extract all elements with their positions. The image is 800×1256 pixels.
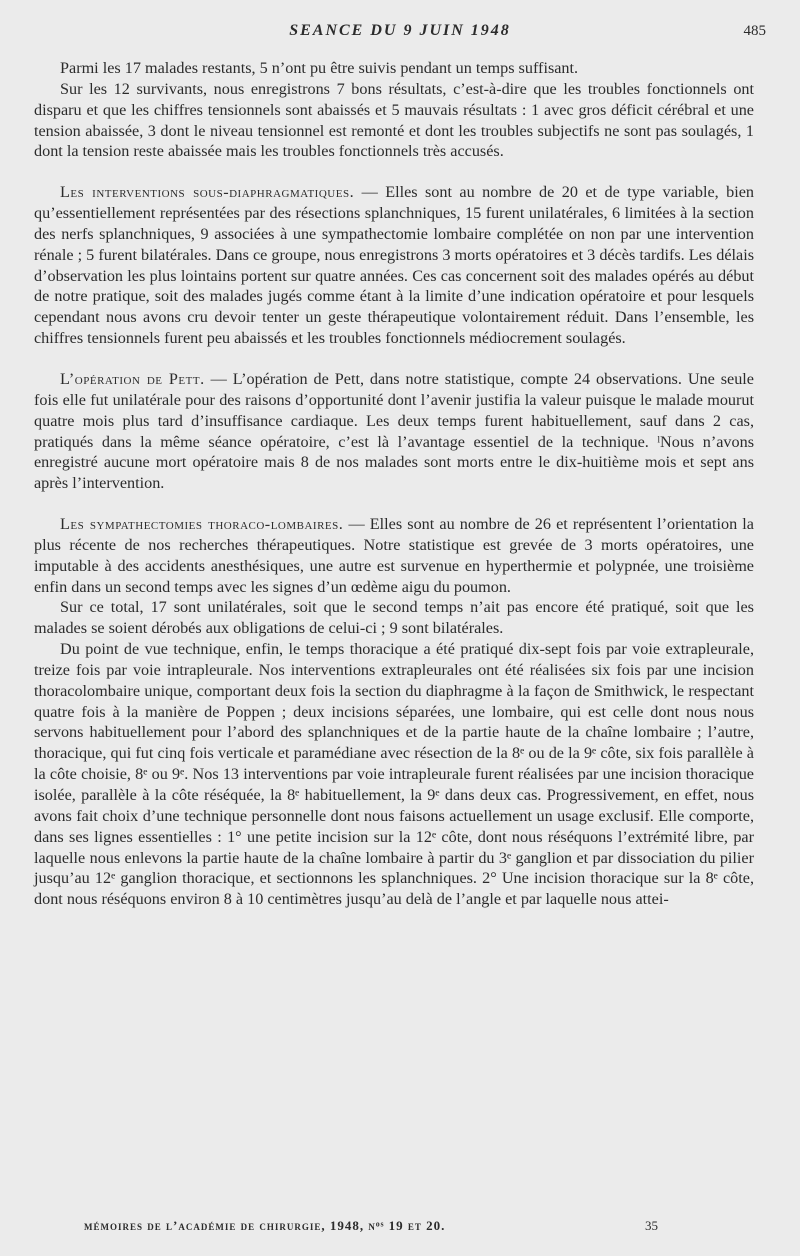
page-number: 485 — [743, 23, 766, 39]
signature-mark: 35 — [645, 1218, 658, 1233]
running-title: SEANCE DU 9 JUIN 1948 — [289, 22, 511, 39]
paragraph-text: — Elles sont au nombre de 20 et de type variable, bien qu’essentiellement représentées par des résections splanchniques, 15 furent unilatérales, 6 limitées à la section des nerfs splanchniques, 9 associées à une sympathectomie lombaire complétée on non par une intervention rénale ; 5 furent bilatérales. Dans ce groupe, nous enregistrons 3 morts opératoires et 3 décès tardifs. Les délais d’observation les plus lointains portent sur quatre années. Ces cas concernent soit des malades opérés au début de notre pratique, soit des malades jugés comme étant à la limite d’une indication opératoire et pour lesquels cependant nous avons cru devoir tenter un geste thérapeutique volontairement réduit. Dans l’ensemble, les chiffres tensionnels furent peu abaissés et les troubles fonctionnels médiocrement soulagés. — [34, 183, 755, 348]
paragraph-6: Sur ce total, 17 sont unilatérales, soit que le second temps n’ait pas encore été pratiqué, soit que les malades se soient dérobés aux obligations de celui-ci ; 9 sont bilatérales. — [34, 598, 754, 638]
paragraph-3 — [34, 182, 754, 349]
paragraph-1: Parmi les 17 malades restants, 5 n’ont pu être suivis pendant un temps suffisant. — [60, 59, 579, 77]
paragraph-text: — Elles sont au nombre de 26 et représentent l’orientation la plus récente de nos recherches thérapeutiques. Notre statistique est grevée de 3 morts opératoires, une imputable à des accidents anesthésiques, une autre est survenue en hyperthermie et polypnée, une troisième enfin dans un second temps avec les signes d’un œdème aigu du poumon. — [34, 515, 754, 596]
section-heading: L’opération de Pett. — [60, 369, 205, 388]
body-text — [34, 58, 754, 910]
paragraph-text: — L’opération de Pett, dans notre statistique, compte 24 observations. Une seule fois elle fut unilatérale pour des raisons d’opportunité dont l’avenir justifia la valeur puisque le malade mourut quatre mois plus tard d’insuffisance cardiaque. Les deux temps furent habituellement, sauf dans 2 cas, pratiqués dans la même séance opératoire, c’est là l’avantage essentiel de la technique. ˡNous n’avons enregistré aucune mort opératoire mais 8 de nos malades sont morts entre le dix-huitième mois et sept ans après l’intervention. — [34, 369, 754, 493]
paragraph-2: Sur les 12 survivants, nous enregistrons 7 bons résultats, c’est-à-dire que les troubles fonctionnels ont disparu et que les chiffres tensionnels sont abaissés et 5 mauvais résultats : 1 avec gros déficit cérébral et une tension abaissée, 3 dont le niveau tensionnel est remonté et dont les troubles subjectifs ne sont pas soulagés, 1 dont la tension reste abaissée mais les troubles fonctionnels très accusés. — [34, 79, 754, 161]
paragraph-4 — [34, 369, 754, 494]
section-heading: Les sympathectomies thoraco-lombaires. — [60, 515, 344, 534]
paragraph-7: Du point de vue technique, enfin, le temps thoracique a été pratiqué dix-sept fois par voie extrapleurale, treize fois par voie intrapleurale. Nos interventions extrapleurales ont été réalisées six fois par une incision thoracolombaire unique, comportant deux fois la section du diaphragme à la façon de Smithwick, le respectant quatre fois à la manière de Poppen ; deux incisions séparées, une lombaire, qui est celle dont nous nous servons habituellement pour l’abord des splanchniques et de la partie haute de la chaîne lombaire ; l’autre, thoracique, qui fut cinq fois verticale et paramédiane avec résection de la 8ᵉ ou de la 9ᵉ côte, six fois parallèle à la côte choisie, 8ᵉ ou 9ᵉ. Nos 13 interventions par voie intrapleurale furent réalisées par une incision thoracique isolée, parallèle à la côte réséquée, la 8ᵉ habituellement, la 9ᵉ dans deux cas. Progressivement, en effet, nous avons fait choix d’une technique personnelle dont nous faisons actuellement un usage exclusif. Elle comporte, dans ses lignes essentielles : 1° une petite incision sur la 12ᵉ côte, dont nous réséquons l’extrémité libre, par laquelle nous enlevons la partie haute de la chaîne lombaire à partir du 3ᵉ ganglion et par dissociation du pilier jusqu’au 12ᵉ ganglion thoracique, et sectionnons les splanchniques. 2° Une incision thoracique sur la 8ᵉ côte, dont nous réséquons environ 8 à 10 centimètres jusqu’au delà de l’angle et par laquelle nous attei- — [34, 640, 754, 909]
journal-citation: mémoires de l’académie de chirurgie, 1948, nᵒˢ 19 et 20. — [84, 1218, 446, 1233]
paragraph-5 — [34, 514, 754, 597]
page-footer — [34, 1218, 766, 1236]
section-heading: Les interventions sous-diaphragmatiques. — [60, 183, 355, 202]
running-head — [34, 22, 766, 44]
